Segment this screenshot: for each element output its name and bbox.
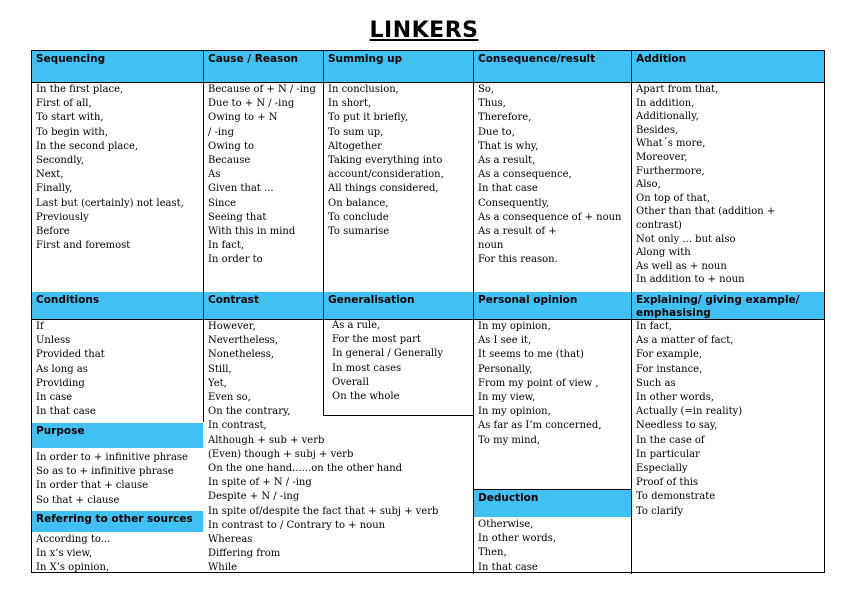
list-item: Next, bbox=[36, 169, 64, 181]
list-item: Given that ... bbox=[208, 183, 274, 195]
list-item: So that + clause bbox=[36, 494, 120, 506]
list-conditions bbox=[32, 320, 203, 419]
list-item: As a consequence of + noun bbox=[478, 211, 622, 223]
list-item: Yet, bbox=[208, 377, 227, 389]
list-item: From my point of view , bbox=[478, 377, 599, 389]
list-item: If bbox=[36, 321, 44, 332]
list-item: In that case bbox=[478, 183, 538, 195]
header-purpose: Purpose bbox=[32, 423, 203, 448]
list-item: All things considered, bbox=[328, 183, 439, 195]
list-item: As I see it, bbox=[478, 335, 532, 347]
list-item: Also, bbox=[636, 179, 661, 191]
list-item: As a consequence, bbox=[478, 169, 572, 181]
list-item: Consequently, bbox=[478, 197, 550, 209]
list-item: To sumarise bbox=[328, 226, 390, 238]
list-item: Nonetheless, bbox=[208, 349, 275, 361]
list-item: Provided that bbox=[36, 349, 105, 361]
list-item: Moreover, bbox=[636, 151, 688, 163]
list-item: As a result, bbox=[478, 155, 536, 167]
list-item: Owing to + N bbox=[208, 112, 278, 124]
list-item: Since bbox=[208, 197, 237, 209]
list-item: Needless to say, bbox=[636, 420, 718, 432]
list-consequence bbox=[474, 83, 631, 268]
list-item: (Even) though + subj + verb bbox=[208, 448, 354, 460]
list-item: Overall bbox=[332, 376, 369, 388]
list-item: In the first place, bbox=[36, 84, 124, 95]
list-item: Then, bbox=[478, 547, 507, 559]
list-item: As a matter of fact, bbox=[636, 335, 734, 347]
list-item: Finally, bbox=[36, 183, 73, 195]
list-item: To clarify bbox=[636, 505, 684, 517]
list-item: According to... bbox=[36, 534, 111, 545]
list-item: Nevertheless, bbox=[208, 335, 278, 347]
list-item: Such as bbox=[636, 377, 676, 389]
list-item: As bbox=[208, 169, 221, 181]
list-item: Not only ... but also bbox=[636, 233, 736, 245]
list-item: In order to bbox=[208, 254, 263, 266]
list-item: In my view, bbox=[478, 392, 536, 404]
list-item: Although + sub + verb bbox=[208, 434, 325, 446]
list-item: For the most part bbox=[332, 334, 421, 346]
header-sequencing: Sequencing bbox=[32, 51, 203, 82]
header-personal-opinion: Personal opinion bbox=[474, 292, 631, 319]
list-item: Personally, bbox=[478, 363, 533, 375]
list-item: In other words, bbox=[478, 533, 556, 545]
list-item: In spite of + N / -ing bbox=[208, 477, 312, 489]
list-item: Taking everything into bbox=[328, 155, 443, 167]
list-item: First and foremost bbox=[36, 240, 131, 252]
list-item: In that case bbox=[478, 561, 538, 573]
list-item: In addition to + noun bbox=[636, 274, 745, 286]
list-item: In my opinion, bbox=[478, 321, 551, 332]
list-item: That is why, bbox=[478, 140, 539, 152]
list-item: On balance, bbox=[328, 197, 389, 209]
list-item: contrast) bbox=[636, 219, 682, 231]
list-item: Especially bbox=[636, 463, 688, 475]
list-item: With this in mind bbox=[208, 226, 296, 238]
list-item: As long as bbox=[36, 363, 88, 375]
list-item: Along with bbox=[636, 247, 691, 259]
list-item: In most cases bbox=[332, 362, 402, 374]
list-cause-reason bbox=[204, 83, 323, 268]
list-item: For example, bbox=[636, 349, 703, 361]
list-item: account/consideration, bbox=[328, 169, 444, 181]
list-item: Therefore, bbox=[478, 112, 532, 124]
list-item: In x’s view, bbox=[36, 548, 93, 560]
list-item: However, bbox=[208, 321, 256, 332]
list-item: Last but (certainly) not least, bbox=[36, 197, 184, 209]
list-item: Due to + N / -ing bbox=[208, 98, 295, 110]
list-item: To my mind, bbox=[478, 434, 541, 446]
list-deduction bbox=[474, 518, 631, 575]
header-generalisation: Generalisation bbox=[324, 292, 473, 319]
list-addition bbox=[632, 83, 824, 287]
list-item: Secondly, bbox=[36, 155, 84, 167]
list-item: Still, bbox=[208, 363, 232, 375]
list-item: In addition, bbox=[636, 97, 695, 109]
list-item: In general / Generally bbox=[332, 348, 443, 360]
list-item: To start with, bbox=[36, 112, 104, 124]
list-personal-opinion bbox=[474, 320, 631, 448]
list-explaining bbox=[632, 320, 824, 519]
list-item: In the case of bbox=[636, 434, 705, 446]
header-cause-reason: Cause / Reason bbox=[204, 51, 323, 82]
list-item: In contrast to / Contrary to + noun bbox=[208, 519, 386, 531]
list-sequencing bbox=[32, 83, 203, 253]
list-item: In particular bbox=[636, 448, 700, 460]
header-explaining: Explaining/ giving example/ emphasising bbox=[632, 292, 824, 319]
list-item: While bbox=[208, 562, 238, 574]
list-item: What´s more, bbox=[636, 138, 706, 150]
list-summing-up bbox=[324, 83, 473, 239]
linkers-table bbox=[31, 50, 825, 573]
list-item: So as to + infinitive phrase bbox=[36, 466, 174, 478]
list-item: In order to + infinitive phrase bbox=[36, 452, 188, 463]
header-deduction: Deduction bbox=[474, 489, 631, 517]
header-summing-up: Summing up bbox=[324, 51, 473, 82]
list-item: First of all, bbox=[36, 98, 92, 110]
list-item: For instance, bbox=[636, 363, 703, 375]
header-contrast: Contrast bbox=[204, 292, 323, 319]
list-item: Thus, bbox=[478, 98, 506, 110]
list-item: In other words, bbox=[636, 392, 714, 404]
list-item: Because of + N / -ing bbox=[208, 84, 316, 95]
list-item: As well as + noun bbox=[636, 260, 727, 272]
list-item: Due to, bbox=[478, 126, 515, 138]
list-item: Furthermore, bbox=[636, 165, 705, 177]
list-item: On the contrary, bbox=[208, 406, 291, 418]
list-item: Besides, bbox=[636, 124, 679, 136]
list-item: In conclusion, bbox=[328, 84, 399, 95]
list-item: For this reason. bbox=[478, 254, 558, 266]
list-item: To demonstrate bbox=[636, 491, 716, 503]
header-conditions: Conditions bbox=[32, 292, 203, 319]
list-item: Even so, bbox=[208, 392, 251, 404]
list-item: In my opinion, bbox=[478, 406, 551, 418]
list-item: Seeing that bbox=[208, 211, 267, 223]
header-referring: Referring to other sources bbox=[32, 511, 203, 532]
list-item: To put it briefly, bbox=[328, 112, 408, 124]
list-item: Because bbox=[208, 155, 251, 167]
list-item: Differing from bbox=[208, 548, 281, 560]
list-item: As far as I’m concerned, bbox=[478, 420, 602, 432]
list-item: In the second place, bbox=[36, 140, 139, 152]
list-item: On the one hand......on the other hand bbox=[208, 463, 403, 475]
list-item: Previously bbox=[36, 211, 89, 223]
list-item: In contrast, bbox=[208, 420, 267, 432]
list-purpose bbox=[32, 451, 203, 508]
list-item: As a result of + bbox=[478, 226, 557, 238]
list-item: Unless bbox=[36, 335, 71, 347]
list-item: So, bbox=[478, 84, 495, 95]
list-referring bbox=[32, 533, 203, 576]
list-item: In case bbox=[36, 392, 73, 404]
list-item: In short, bbox=[328, 98, 372, 110]
list-item: Otherwise, bbox=[478, 519, 534, 530]
list-item: To conclude bbox=[328, 211, 389, 223]
list-item: To sum up, bbox=[328, 126, 384, 138]
list-item: In fact, bbox=[208, 240, 245, 252]
list-item: In X’s opinion, bbox=[36, 562, 110, 574]
list-item: To begin with, bbox=[36, 126, 109, 138]
list-item: Actually (=in reality) bbox=[636, 406, 743, 418]
list-item: Apart from that, bbox=[636, 84, 719, 95]
list-item: Altogether bbox=[328, 140, 382, 152]
list-item: As a rule, bbox=[332, 320, 381, 331]
list-item: It seems to me (that) bbox=[478, 349, 584, 361]
list-item: On top of that, bbox=[636, 192, 710, 204]
list-item: In order that + clause bbox=[36, 480, 149, 492]
list-item: In spite of/despite the fact that + subj + verb bbox=[208, 505, 439, 517]
list-item: In that case bbox=[36, 406, 96, 418]
list-item: Before bbox=[36, 226, 70, 238]
header-addition: Addition bbox=[632, 51, 824, 82]
page-title: LINKERS bbox=[369, 18, 479, 43]
list-item: Other than that (addition + bbox=[636, 206, 776, 218]
list-item: On the whole bbox=[332, 391, 400, 403]
list-generalisation bbox=[328, 319, 473, 404]
list-item: Despite + N / -ing bbox=[208, 491, 300, 503]
list-item: Providing bbox=[36, 377, 85, 389]
list-item: Owing to bbox=[208, 140, 255, 152]
list-item: In fact, bbox=[636, 321, 673, 332]
list-item: Whereas bbox=[208, 534, 253, 546]
header-consequence: Consequence/result bbox=[474, 51, 631, 82]
list-item: Proof of this bbox=[636, 477, 699, 489]
list-item: Additionally, bbox=[636, 111, 699, 123]
list-item: noun bbox=[478, 240, 504, 252]
list-item: / -ing bbox=[208, 126, 234, 138]
